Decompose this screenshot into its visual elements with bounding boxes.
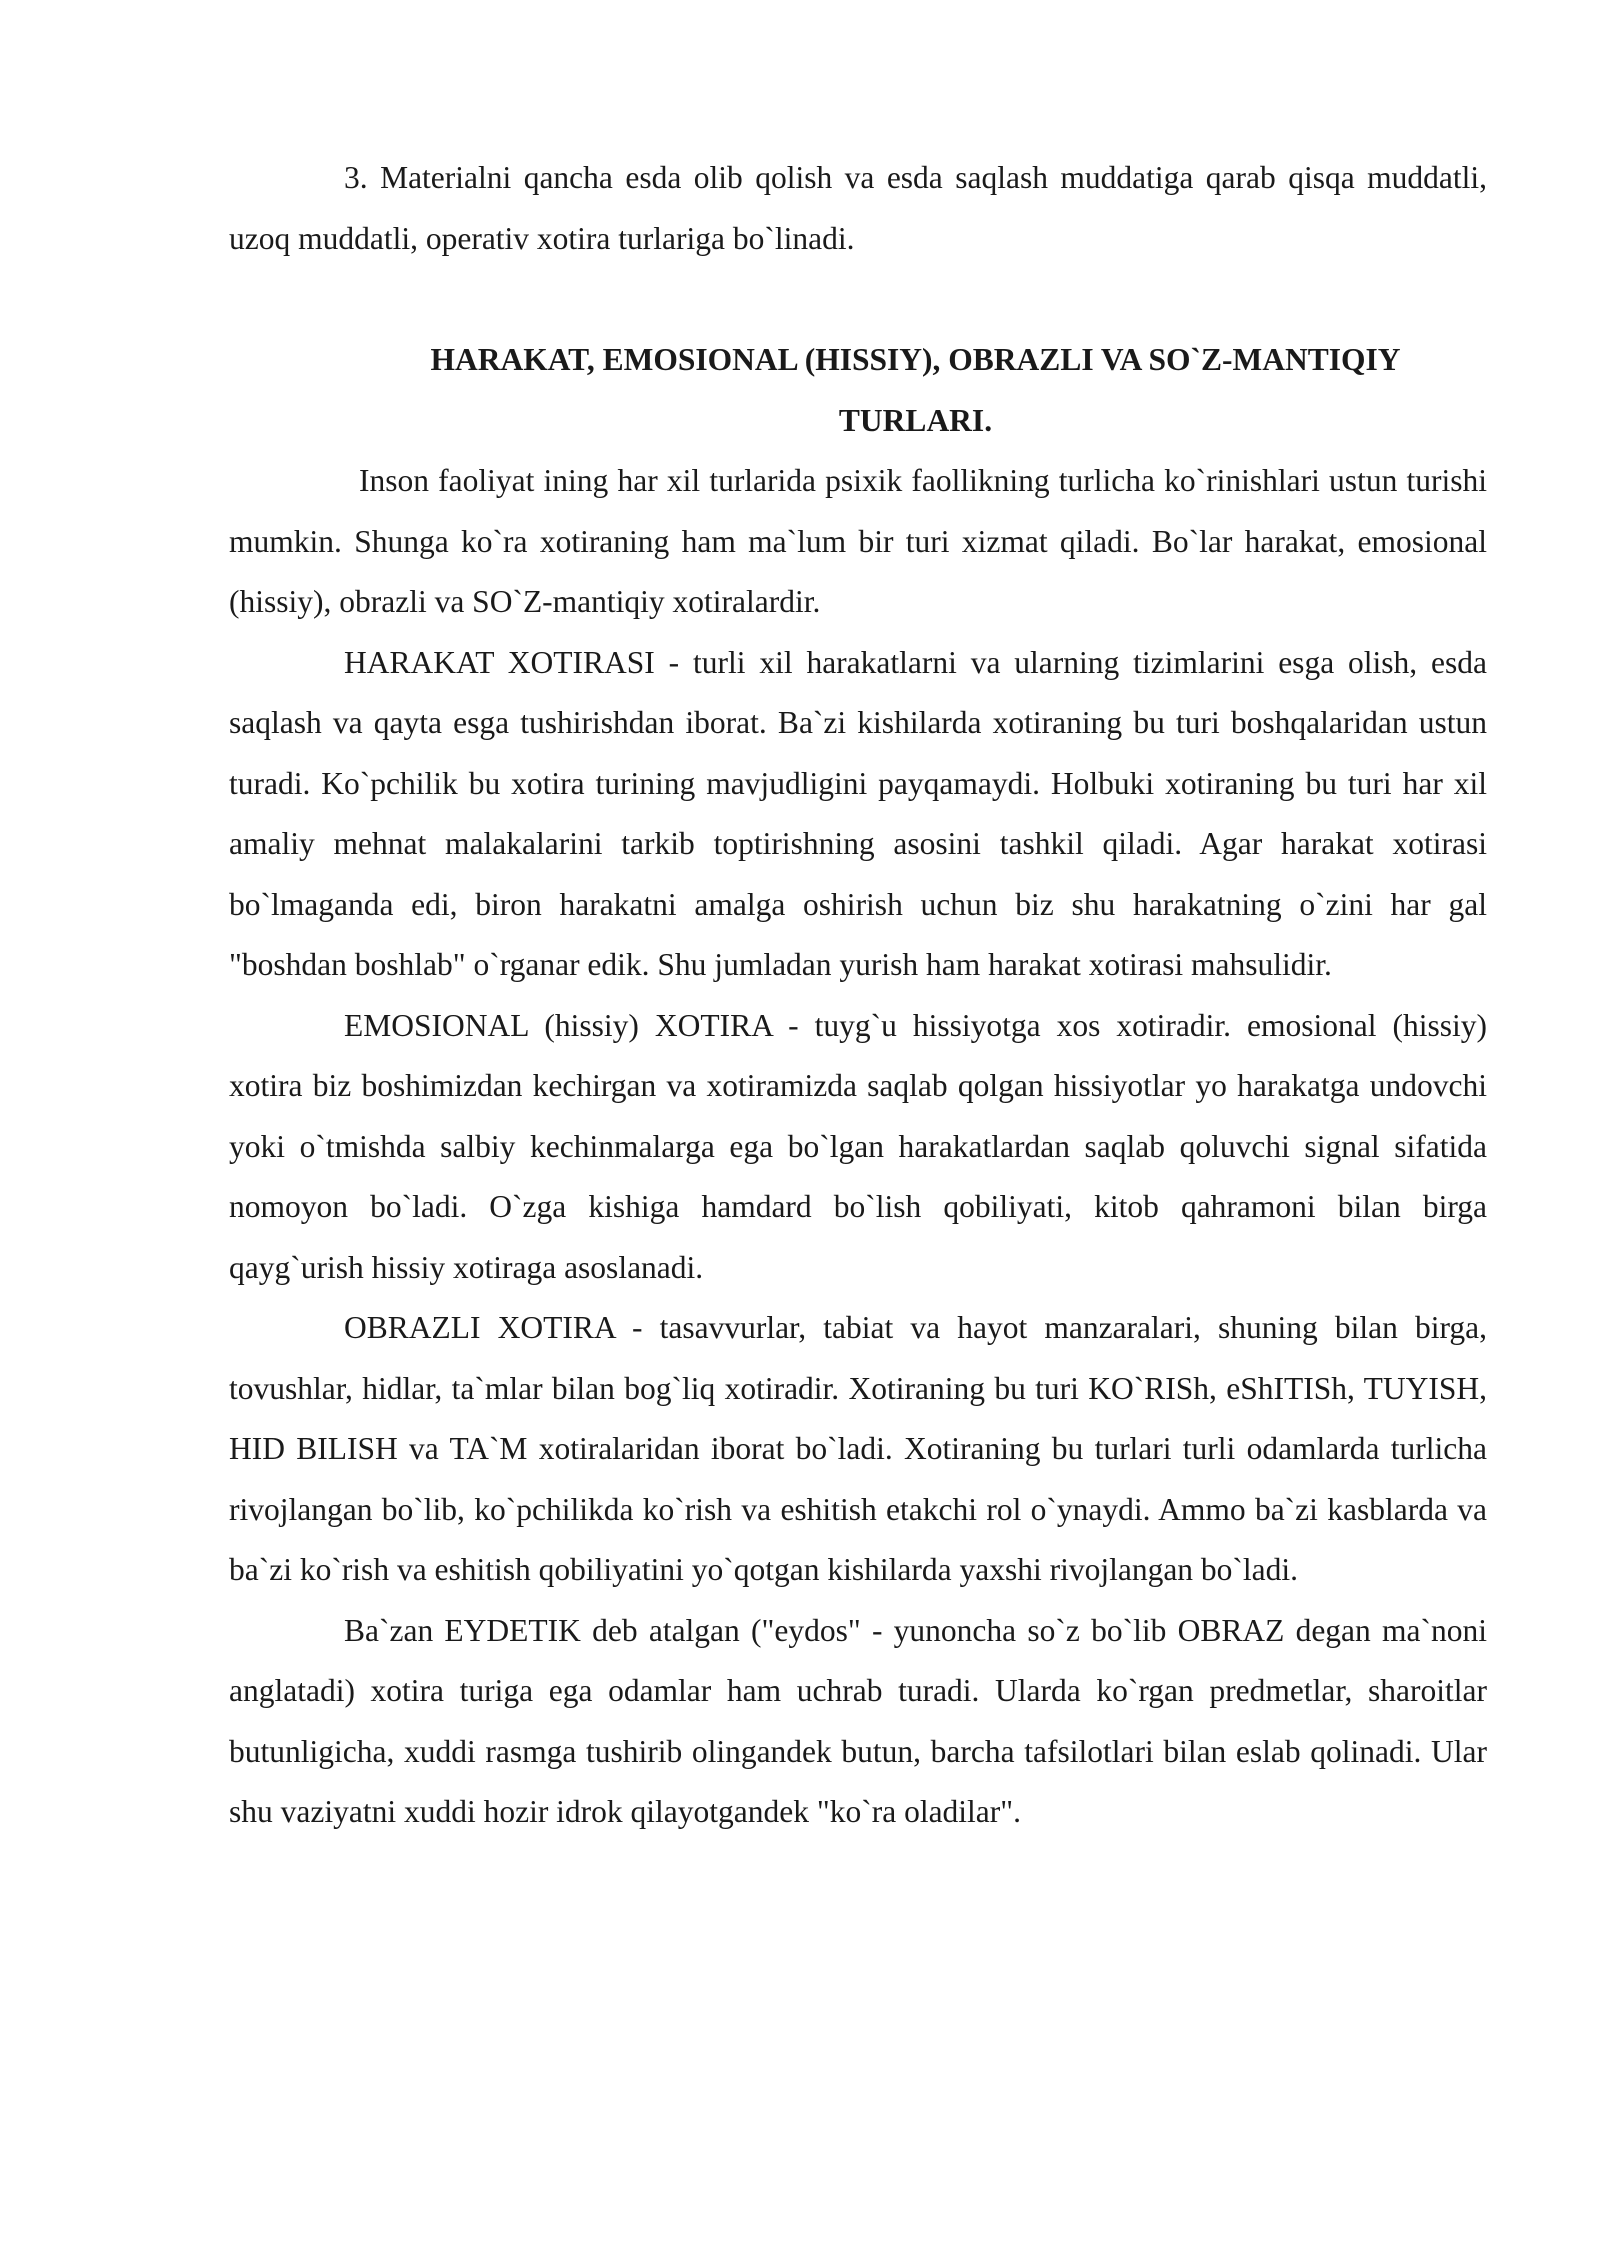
- paragraph-eidetic-memory: Ba`zan EYDETIK deb atalgan ("eydos" - yunoncha so`z bo`lib OBRAZ degan ma`noni anglatadi) xotira turiga ega odamlar ham uchrab turadi. Ularda ko`rgan predmetlar, sharoitlar butunligicha, xuddi rasmga tushirib olingandek butun, barcha tafsilotlari bilan eslab qolinadi. Ular shu vaziyatni xuddi hozir idrok qilayotgandek "ko`ra oladilar".: [229, 1612, 1487, 1829]
- paragraph-memory-duration: 3. Materialni qancha esda olib qolish va esda saqlash muddatiga qarab qisqa muddatli, uzoq muddatli, operativ xotira turlariga bo`linadi.: [229, 160, 1487, 256]
- heading-line-2: TURLARI.: [838, 402, 993, 438]
- paragraph-intro: Inson faoliyat ining har xil turlarida psixik faollikning turlicha ko`rinishlari ustun turishi mumkin. Shunga ko`ra xotiraning ham ma`lum bir turi xizmat qiladi. Bo`lar harakat, emosional (hissiy), obrazli va SO`Z-mantiqiy xotiralardir.: [229, 463, 1487, 619]
- section-heading: [229, 330, 1487, 451]
- paragraph-image-memory: OBRAZLI XOTIRA - tasavvurlar, tabiat va hayot manzaralari, shuning bilan birga, tovushlar, hidlar, ta`mlar bilan bog`liq xotiradir. Xotiraning bu turi KO`RISh, eShITISh, TUYISH, HID BILISH va TA`M xotiralaridan iborat bo`ladi. Xotiraning bu turlari turli odamlarda turlicha rivojlangan bo`lib, ko`pchilikda ko`rish va eshitish etakchi rol o`ynaydi. Ammo ba`zi kasblarda va ba`zi ko`rish va eshitish qobiliyatini yo`qotgan kishilarda yaxshi rivojlangan bo`ladi.: [229, 1310, 1487, 1587]
- paragraph-motor-memory: HARAKAT XOTIRASI - turli xil harakatlarni va ularning tizimlarini esga olish, esda saqlash va qayta esga tushirishdan iborat. Ba`zi kishilarda xotiraning bu turi boshqalaridan ustun turadi. Ko`pchilik bu xotira turining mavjudligini payqamaydi. Holbuki xotiraning bu turi har xil amaliy mehnat malakalarini tarkib toptirishning asosini tashkil qiladi. Agar harakat xotirasi bo`lmaganda edi, biron harakatni amalga oshirish uchun biz shu harakatning o`zini har gal "boshdan boshlab" o`rganar edik. Shu jumladan yurish ham harakat xotirasi mahsulidir.: [229, 644, 1487, 982]
- document-page: [229, 148, 1487, 1843]
- heading-line-1: HARAKAT, EMOSIONAL (HISSIY), OBRAZLI VA SO`Z-MANTIQIY: [430, 342, 1401, 377]
- paragraph-emotional-memory: EMOSIONAL (hissiy) XOTIRA - tuyg`u hissiyotga xos xotiradir. emosional (hissiy) xotira biz boshimizdan kechirgan va xotiramizda saqlab qolgan hissiyotlar yo harakatga undovchi yoki o`tmishda salbiy kechinmalarga ega bo`lgan harakatlardan saqlab qoluvchi signal sifatida nomoyon bo`ladi. O`zga kishiga hamdard bo`lish qobiliyati, kitob qahramoni bilan birga qayg`urish hissiy xotiraga asoslanadi.: [229, 1007, 1487, 1285]
